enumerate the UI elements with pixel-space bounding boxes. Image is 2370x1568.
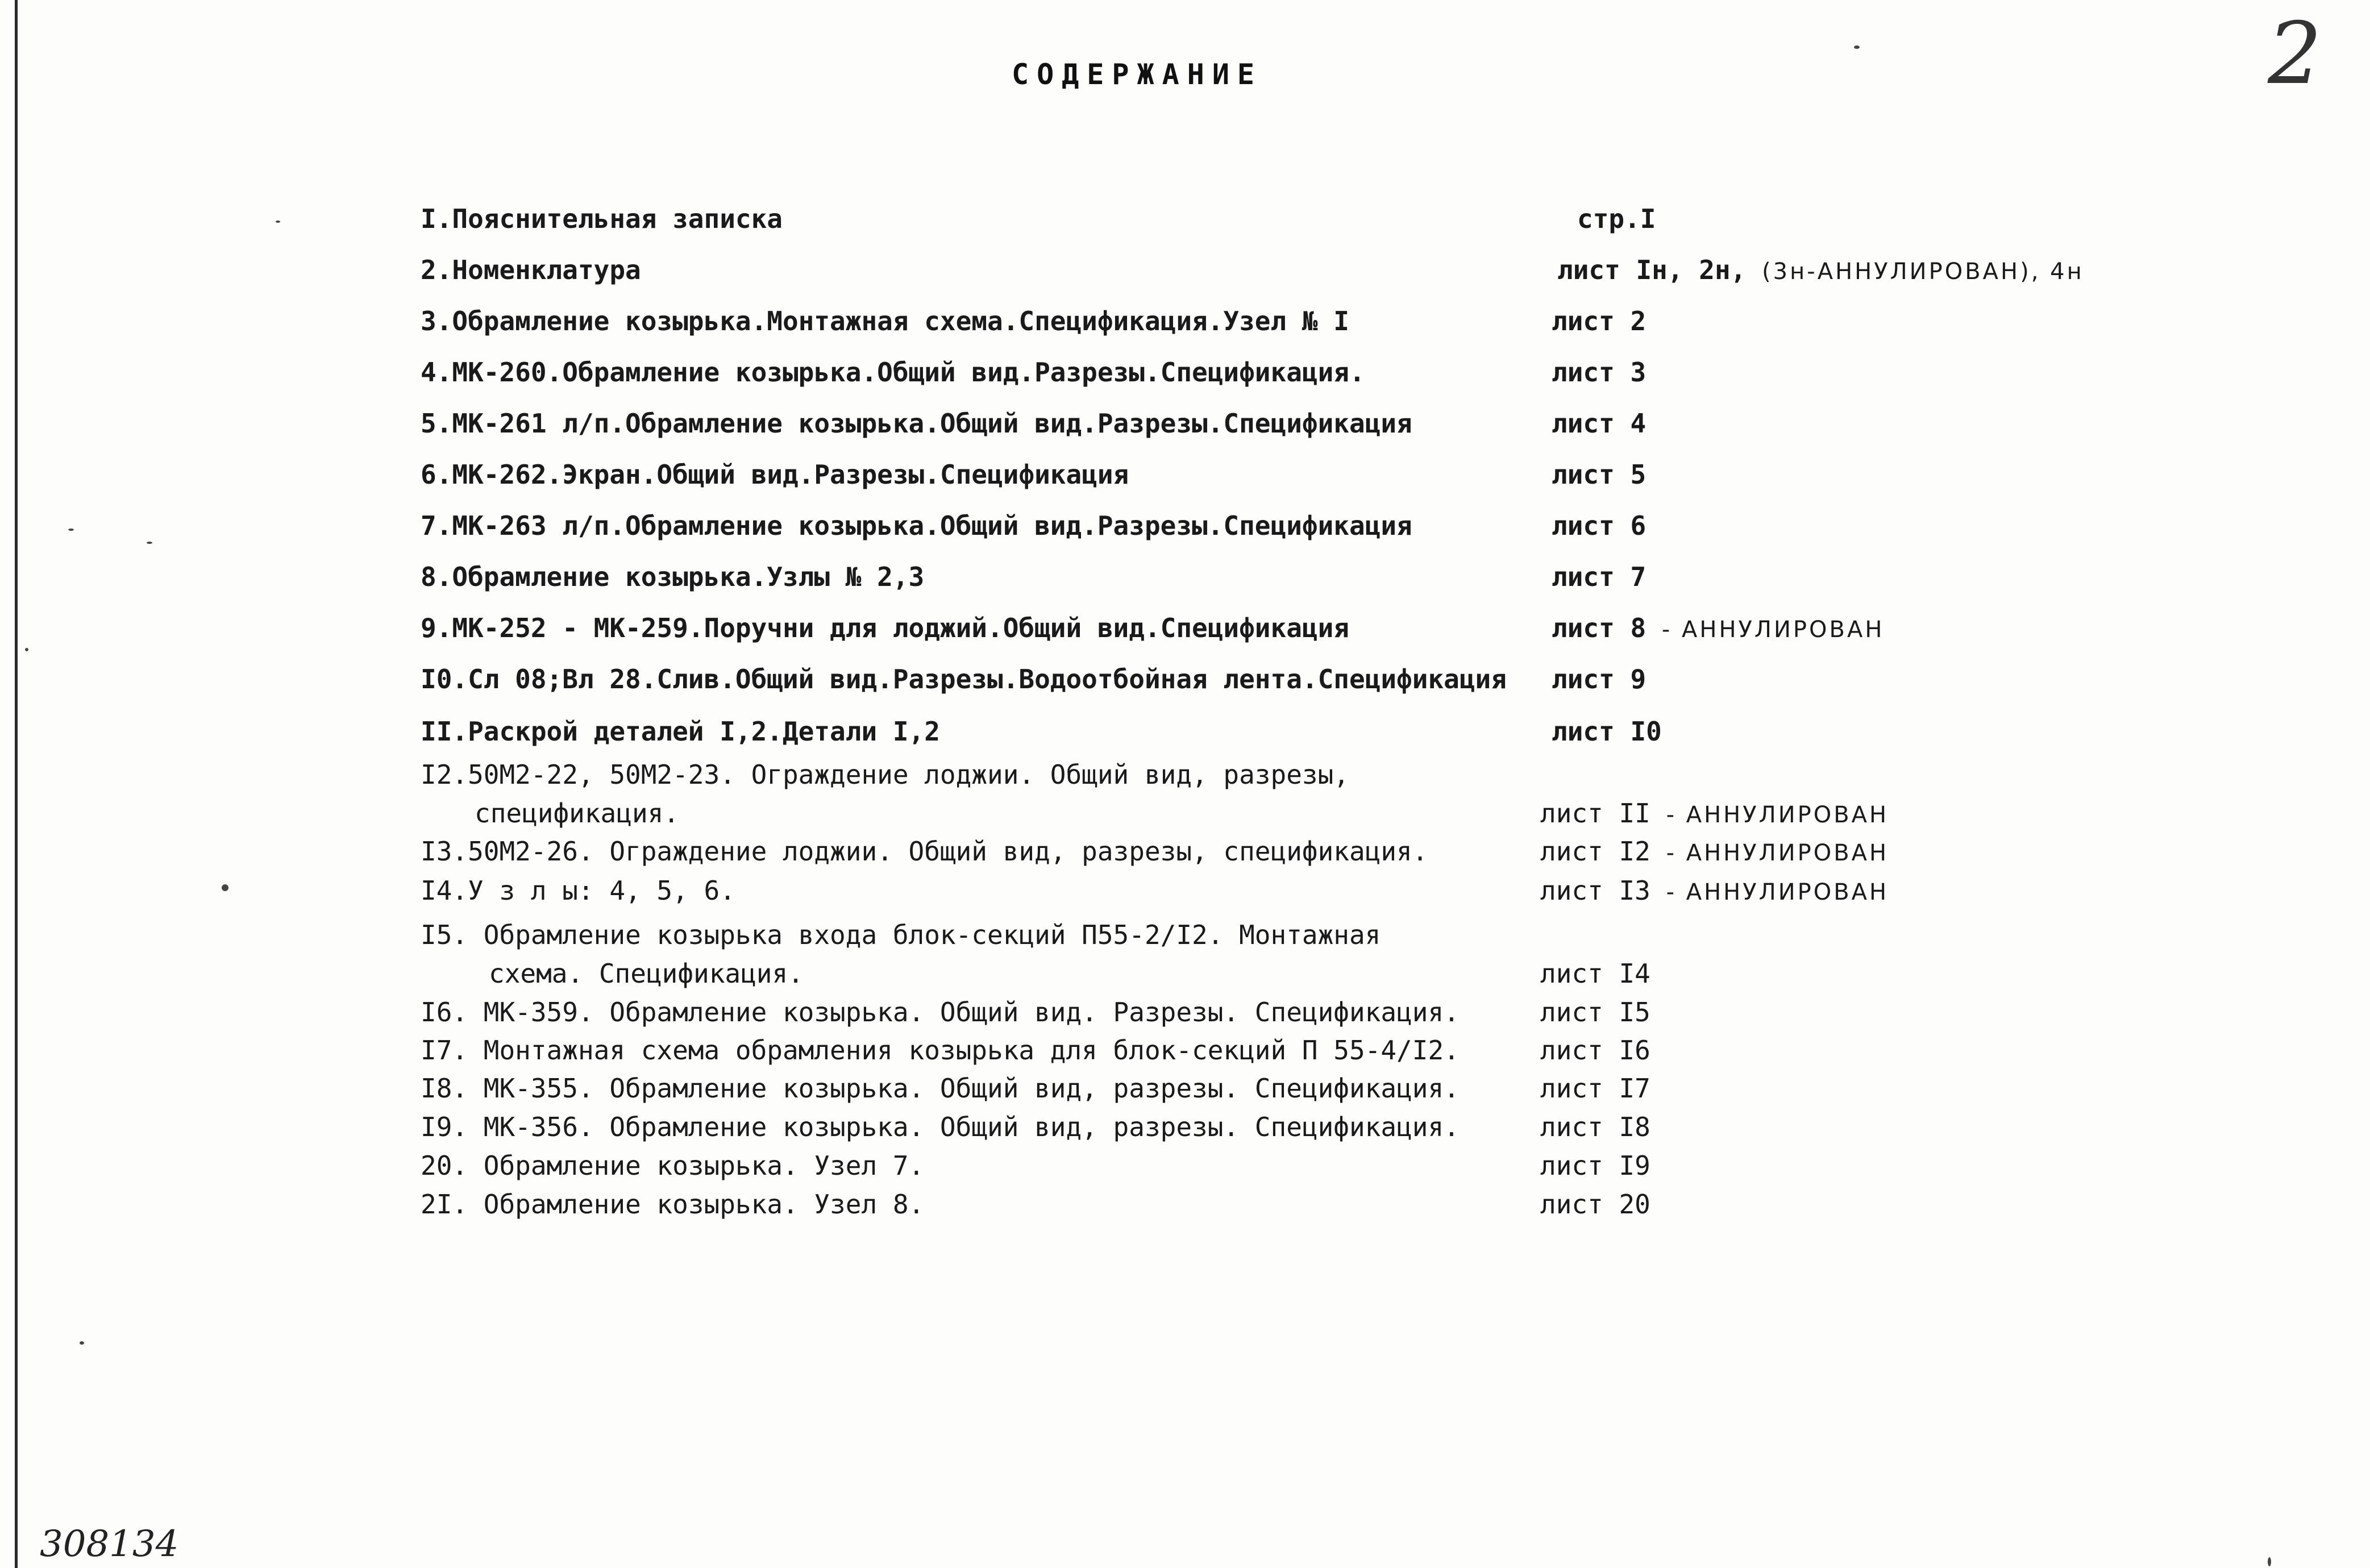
toc-entry-text: I4.У з л ы: 4, 5, 6.: [421, 875, 735, 906]
ref-label: лист: [1552, 357, 1615, 388]
ref-label: лист: [1540, 1073, 1603, 1104]
toc-entry-ref: [1577, 203, 1656, 234]
toc-entry: [421, 1150, 925, 1181]
toc-entry-text: I3.50М2-26. Ограждение лоджии. Общий вид, разрезы, спецификация.: [421, 836, 1428, 867]
toc-entry: [421, 836, 1428, 867]
toc-entry: [421, 1114, 1460, 1140]
toc-entry: [421, 1073, 1460, 1104]
ref-number: I9: [1619, 1150, 1650, 1181]
ref-number: I2: [1619, 836, 1650, 867]
scan-speck: [68, 529, 74, 531]
toc-entry: [421, 877, 735, 904]
scan-speck: [25, 648, 28, 651]
toc-entry: [421, 997, 1460, 1028]
toc-entry-text: I2.50М2-22, 50М2-23. Ограждение лоджии. Общий вид, разрезы,: [421, 759, 1349, 790]
ref-number: I: [1640, 203, 1656, 234]
toc-entry-ref: [1552, 718, 1662, 745]
ref-label: лист: [1552, 408, 1615, 439]
toc-entry-text: 5.МК-261 л/п.Обрамление козырька.Общий вид.Разрезы.Спецификация: [421, 408, 1412, 439]
scan-speck: [2268, 1557, 2271, 1566]
ref-number: I3: [1619, 875, 1650, 906]
ref-label: лист: [1540, 875, 1603, 906]
toc-entry-text: I5. Обрамление козырька входа блок-секций П55-2/I2. Монтажная: [421, 920, 1381, 950]
annulled-note: - АННУЛИРОВАН: [1666, 879, 1889, 905]
toc-entry: [421, 461, 1129, 488]
ref-number: 2: [1630, 306, 1646, 336]
ref-number: 3: [1630, 357, 1646, 388]
toc-entry-text: 20. Обрамление козырька. Узел 7.: [421, 1150, 925, 1181]
scan-speck: [80, 1341, 84, 1345]
toc-entry-ref: [1557, 257, 2084, 283]
annulled-note: - АННУЛИРОВАН: [1666, 840, 1889, 866]
ref-label: лист: [1552, 716, 1615, 747]
toc-entry-text: 2.Номенклатура: [421, 255, 641, 285]
ref-label: лист: [1552, 459, 1615, 490]
toc-entry-ref: [1552, 461, 1646, 488]
ref-label: лист: [1540, 1150, 1603, 1181]
ref-number: 6: [1630, 510, 1646, 541]
toc-entry: [421, 666, 1507, 692]
annulled-note: - АННУЛИРОВАН: [1666, 802, 1889, 828]
toc-entry: [421, 922, 1381, 948]
ref-number: Iн, 2н,: [1636, 255, 1747, 285]
ref-label: лист: [1540, 997, 1603, 1028]
ref-label: лист: [1552, 562, 1615, 592]
ref-label: лист: [1540, 1189, 1603, 1220]
toc-entry-ref: [1552, 615, 1884, 641]
ref-label: лист: [1540, 836, 1603, 867]
ref-number: II: [1619, 798, 1650, 829]
toc-entry: [421, 203, 783, 234]
toc-entry-text: 3.Обрамление козырька.Монтажная схема.Спецификация.Узел № I: [421, 306, 1349, 336]
ref-number: I7: [1619, 1073, 1650, 1104]
scan-speck: [222, 884, 228, 891]
toc-entry-continuation: спецификация.: [475, 798, 680, 829]
ref-number: 9: [1630, 664, 1646, 694]
scan-speck: [147, 542, 152, 544]
ref-number: I6: [1619, 1035, 1650, 1066]
toc-entry-ref: [1540, 1035, 1650, 1066]
ref-label: лист: [1552, 613, 1615, 643]
toc-entry: [421, 564, 924, 590]
ref-number: I8: [1619, 1112, 1650, 1142]
ref-label: лист: [1540, 1035, 1603, 1066]
toc-entry: [421, 1035, 1460, 1066]
toc-entry: [421, 759, 1349, 790]
ref-label: лист: [1540, 958, 1603, 989]
ref-number: I0: [1630, 716, 1662, 747]
toc-entry-text: II.Раскрой деталей I,2.Детали I,2: [421, 716, 940, 747]
toc-entry-ref: [1540, 1189, 1650, 1220]
toc-entry-continuation: схема. Спецификация.: [489, 958, 804, 989]
toc-entry-text: I.Пояснительная записка: [421, 203, 783, 234]
annulled-note: (3н-АННУЛИРОВАН), 4н: [1762, 259, 2084, 285]
toc-entry-text: 7.МК-263 л/п.Обрамление козырька.Общий вид.Разрезы.Спецификация: [421, 510, 1412, 541]
toc-entry-ref: [1552, 408, 1646, 439]
toc-entry-ref: [1540, 877, 1889, 904]
ref-number: 5: [1630, 459, 1646, 490]
toc-entry-ref: [1552, 666, 1646, 692]
scan-speck: [1854, 45, 1860, 49]
toc-entry-text: 2I. Обрамление козырька. Узел 8.: [421, 1189, 925, 1220]
ref-number: 20: [1619, 1189, 1650, 1220]
archive-number: 308134: [40, 1523, 179, 1565]
ref-label: лист: [1557, 255, 1620, 285]
ref-number: 7: [1630, 562, 1646, 592]
toc-entry-ref: [1540, 997, 1650, 1028]
toc-entry: [421, 510, 1412, 541]
ref-number: 4: [1630, 408, 1646, 439]
toc-entry: [421, 615, 1349, 641]
toc-entry: [421, 257, 641, 283]
toc-entry-ref: [1552, 308, 1646, 334]
ref-label: лист: [1552, 664, 1615, 694]
toc-entry-text: 6.МК-262.Экран.Общий вид.Разрезы.Спецификация: [421, 459, 1129, 490]
toc-entry: [421, 1189, 925, 1220]
ref-number: I5: [1619, 997, 1650, 1028]
toc-entry: [421, 357, 1365, 388]
toc-entry-ref: [1540, 1114, 1650, 1140]
toc-entry-ref: [1540, 960, 1650, 987]
toc-entry-ref: [1540, 1073, 1650, 1104]
toc-entry: [421, 308, 1349, 334]
toc-entry: [421, 718, 940, 745]
page-title: СОДЕРЖАНИЕ: [1012, 58, 1263, 91]
ref-label: лист: [1552, 510, 1615, 541]
toc-entry-text: I8. МК-355. Обрамление козырька. Общий вид, разрезы. Спецификация.: [421, 1073, 1460, 1104]
scan-speck: [276, 221, 280, 223]
toc-entry-text: I0.Сл 08;Вл 28.Слив.Общий вид.Разрезы.Водоотбойная лента.Спецификация: [421, 664, 1507, 694]
toc-entry-ref: [1540, 836, 1889, 867]
toc-entry-text: I9. МК-356. Обрамление козырька. Общий вид, разрезы. Спецификация.: [421, 1112, 1460, 1142]
ref-label: лист: [1540, 798, 1603, 829]
ref-number: 8: [1630, 613, 1646, 643]
sheet-frame-border: [15, 0, 18, 1568]
annulled-note: - АННУЛИРОВАН: [1661, 617, 1885, 643]
toc-entry-text: 4.МК-260.Обрамление козырька.Общий вид.Разрезы.Спецификация.: [421, 357, 1365, 388]
toc-entry-ref: [1540, 798, 1889, 829]
ref-label: лист: [1540, 1112, 1603, 1142]
toc-entry-text: I6. МК-359. Обрамление козырька. Общий вид. Разрезы. Спецификация.: [421, 997, 1460, 1028]
toc-entry-ref: [1552, 510, 1646, 541]
toc-entry-text: I7. Монтажная схема обрамления козырька для блок-секций П 55-4/I2.: [421, 1035, 1460, 1066]
ref-number: I4: [1619, 958, 1650, 989]
toc-entry-ref: [1552, 357, 1646, 388]
toc-entry-text: 9.МК-252 - МК-259.Поручни для лоджий.Общий вид.Спецификация: [421, 613, 1349, 643]
toc-entry-ref: [1540, 1150, 1650, 1181]
toc-entry-text: 8.Обрамление козырька.Узлы № 2,3: [421, 562, 925, 592]
toc-entry-ref: [1552, 564, 1646, 590]
ref-label: лист: [1552, 306, 1615, 336]
toc-entry: [421, 408, 1412, 439]
ref-label: стр.: [1577, 203, 1640, 234]
handwritten-page-number: 2: [2268, 5, 2322, 103]
